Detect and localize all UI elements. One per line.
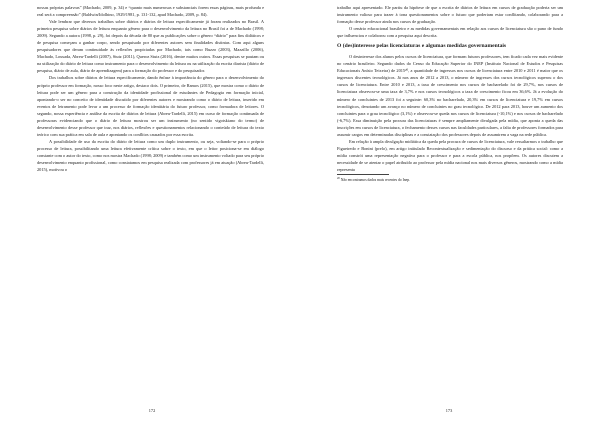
paragraph: O cenário educacional brasileiro e as medidas governamentais em relação aos cursos de licenciatura são o pano de fundo que influenciou e colaborou com a pesquisa aqui descrita.	[337, 26, 563, 39]
right-page-section-body	[337, 53, 563, 173]
paragraph: nossas próprias palavras” (Machado, 2009, p. 34) e “quanto mais numerosas e substanciais forem essas páginas, mais profunda e real será a compreensão” (Baldwin/Idolhino, 1929/1981, p. 131-132, apud Machado, 2009, p. 84).	[37, 5, 264, 18]
footnote	[337, 176, 563, 183]
paragraph: O desinteresse dos alunos pelos cursos de licenciatura, que formam futuros professores, tem ficado cada vez mais evidente no cenário brasileiro. Segundo dados do Censo da Educação Superior do INEP (Instituto Nacional de Estudos e Pesquisas Educacionais Anísio Teixeira) de 2015²⁰, a quantidade de ingressos nos cursos de licenciatura entre 2010 e 2011 é maior que os ingressos discentes tecnológicos. Já nos anos de 2012 a 2013, o número de ingresses dos cursos tecnológicos superou o dos cursos de licenciatura. Entre 2010 e 2013, a taxa de crescimento nos cursos de bacharelado foi de 29,7%, nos cursos de licenciatura observou-se uma taxa de 3,7% e nos cursos tecnológicos a taxa de crescimento ficou em 36,6%. Já a evolução do número de concluintes de 2013 foi a seguinte: 60,3% no bacharelado, 20,3% em cursos de licenciatura e 19,7% em cursos tecnológicos, denotando um avanço no número de concluintes no grau tecnológico. De 2012 para 2013, houve um aumento dos concluintes para o grau tecnológico (3,1%) e observou-se queda nos cursos de licenciatura (-10,1%) e nos cursos de bacharelado (-6,7%). Essa diminuição pela procura das licenciaturas é sempre ampliamente divulgada pela mídia, que aponta a queda das inscrições em cursos de licenciatura, o fechamento desses cursos nas faculdades particulares, a falta de professores formados para assumir cargos em determinadas disciplinas e a constatação dos professores depois de assumirem a vaga na rede pública.	[337, 54, 563, 137]
paragraph: Em relação à ampla divulgação midiática da queda pela procura de cursos de licenciatura, vale ressaltarmos o trabalho que Figueiredo e Bonini (prelo), em artigo intitulado Recontextualização e sedimentação do discurso e da prática social: como a mídia constrói uma representação negativa para o professor e para a escola pública, nos propõem. Os autores discutem a necessidade de se atentar o papel atribuído ao professor pela mídia nacional nos mais diversos gêneros, mostrando como a mídia representa	[337, 138, 563, 172]
right-page-intro	[337, 4, 563, 39]
left-page-number: 172	[148, 408, 156, 413]
paragraph: Vale lembrar que diversos trabalhos sobre diários e diários de leitura especificamente já foram realizados no Brasil. A primeira pesquisa sobre diários de leitura enquanto gênero para o desenvolvimento da leitura no Brasil foi a de Machado (1998; 2009). Segundo a autora (1998, p. 29), foi depois da década de 80 que as publicações sobre o gênero “diário” para fins didáticos e de pesquisa começam a ganhar corpo, sendo pesquisado por diferentes autores sem finalidades distintas. Com aqui alguns pesquisadores que deram continuidade às reflexões propiciadas por Machado, tais como Buzzo (2003), Mazzillo (2006), Machado, Lousada, Abreu-Tardelli (2007), Stutz (2011), Queroz Stutz (2016), dentre muitos outros. Essas pesquisas se pautam ou na utilização do diário de leitura como instrumento para o desenvolvimento da leitura ou na utilização da escrita diarista (diário de pesquisa, diário de aula, diário de aprendizagem) para a formação do professor e do pesquisador.	[37, 19, 264, 74]
footnote-rule	[337, 174, 389, 175]
paragraph: Dos trabalhos sobre diários de leitura especificamente, dando ênfase à importância do gênero para o desenvolvimento do próprio professor em formação, nosso foco neste artigo, destaco dois. O primeiro, de Ramos (2015), que mostra como o diário de leitura pode ser um gênero para a construção da identidade profissional de estudantes de Pedagogia em formação inicial, apontando-o ser no conceito de identidade discutido por diferentes autores e mostrando como o diário de leitura, inserido em eventos de letramento pode levar a um processo de formação identitária do futuro professor, como formadora de leitores. O segundo, nossa experiência e análise da escrita de diários de leitura (Abreu-Tardelli, 2015) em curso de formação continuada de professoras evidenciando que o diário de leitura mostrou ser um instrumento (no sentido vigotskiano do termo) de desenvolvimento desse professor que traz, nos diários, reflexões e questionamentos relacionando o conteúdo de leitura do texto teórico com sua prática em sala de aula e apontando os conflitos causados por essa escrita.	[37, 75, 264, 137]
right-page-number: 173	[445, 408, 453, 413]
paragraph: A possibilidade de uso da escrita do diário de leitura como um duplo instrumento, ou seja, voltando-se para o próprio processo de leitura, possibilitando uma leitura efetivamente crítica sobre o texto, em que o leitor posiciona-se em diálogo constante com o autor do texto, como nos mostra Machado (1998; 2009) e também como um instrumento voltado para seu próprio desenvolvimento enquanto profissional, como constatamos em pesquisa realizada com professores já em atuação (Abreu-Tardelli, 2015), motivou o	[37, 138, 264, 173]
footnote-marker: 20	[337, 177, 340, 181]
right-page	[300, 0, 600, 424]
left-page-body	[37, 4, 264, 173]
paragraph: trabalho aqui apresentado. Ele partiu da hipótese de que a escrita de diários de leitura em cursos de graduação poderia ser um instrumento valioso para trazer à tona questionamentos sobre o futuro que poderiam estar conflitando, colaborando para a formação desse professor ainda nos cursos de graduação.	[337, 5, 563, 25]
right-page-body	[337, 4, 563, 183]
footnote-text: Não encontramos dados mais recentes do Inep.	[340, 178, 411, 183]
section-heading: O (des)interesse pelas licenciaturas e algumas medidas governamentais	[337, 43, 507, 50]
